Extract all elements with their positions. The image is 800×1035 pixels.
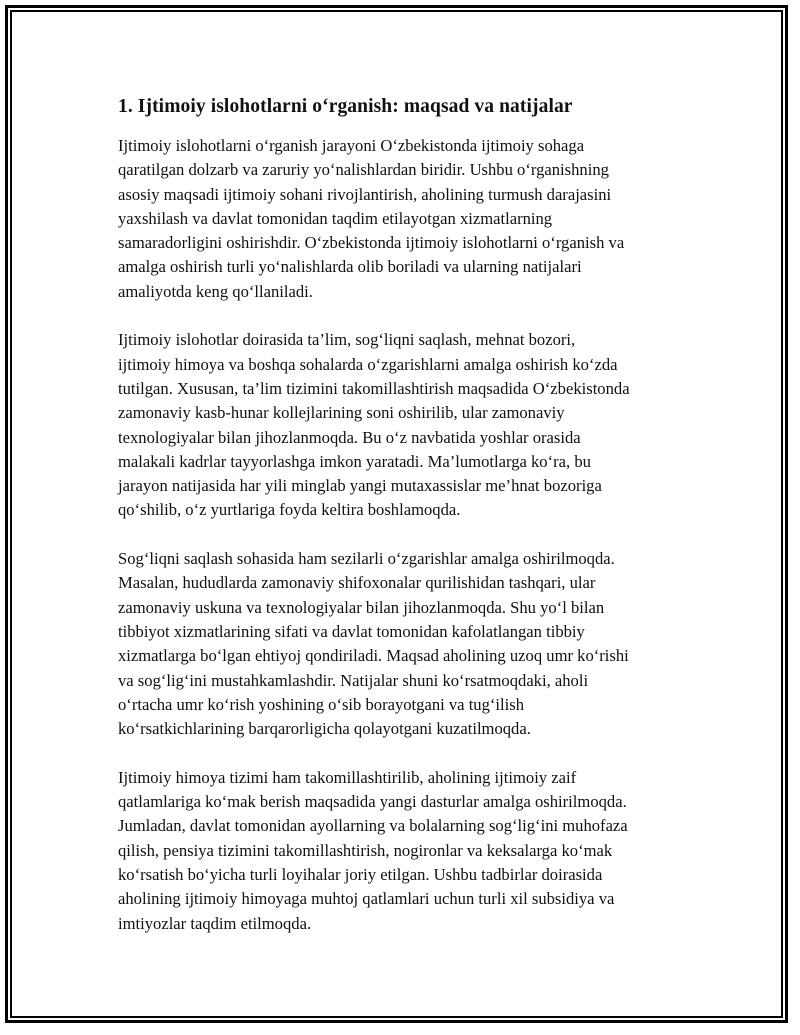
paragraph-line: imtiyozlar taqdim etilmoqda.: [118, 913, 312, 933]
paragraph-line: ko‘rsatish bo‘yicha turli loyihalar joriy etilgan. Ushbu tadbirlar doirasida: [118, 864, 603, 884]
section-heading: 1. Ijtimoiy islohotlarni o‘rganish: maqsad va natijalar: [118, 96, 573, 117]
paragraph-line: texnologiyalar bilan jihozlanmoqda. Bu o‘z navbatida yoshlar orasida: [118, 427, 581, 447]
paragraph-line: qilish, pensiya tizimini takomillashtirish, nogironlar va keksalarga ko‘mak: [118, 840, 613, 860]
paragraph-line: qo‘shilib, o‘z yurtlariga foyda keltira boshlamoqda.: [118, 500, 461, 520]
paragraph-4: [118, 766, 698, 936]
paragraph-line: Sog‘liqni saqlash sohasida ham sezilarli o‘zgarishlar amalga oshirilmoqda.: [118, 549, 615, 569]
paragraph-line: qatlamlariga ko‘mak berish maqsadida yangi dasturlar amalga oshirilmoqda.: [118, 792, 627, 812]
paragraph-line: qaratilgan dolzarb va zaruriy yo‘nalishlardan biridir. Ushbu o‘rganishning: [118, 160, 609, 180]
paragraph-line: aholining ijtimoiy himoyaga muhtoj qatlamlari uchun turli xil subsidiya va: [118, 889, 615, 909]
paragraph-line: tutilgan. Xususan, ta’lim tizimini takomillashtirish maqsadida O‘zbekistonda: [118, 378, 630, 398]
paragraph-line: zamonaviy uskuna va texnologiyalar bilan jihozlanmoqda. Shu yo‘l bilan: [118, 597, 605, 617]
paragraph-line: o‘rtacha umr ko‘rish yoshining o‘sib borayotgani va tug‘ilish: [118, 694, 525, 714]
paragraph-line: malakali kadrlar tayyorlashga imkon yaratadi. Ma’lumotlarga ko‘ra, bu: [118, 451, 591, 471]
paragraph-2: [118, 328, 698, 522]
paragraph-line: Ijtimoiy islohotlar doirasida ta’lim, sog‘liqni saqlash, mehnat bozori,: [118, 330, 576, 350]
paragraph-line: va sog‘lig‘ini mustahkamlashdir. Natijalar shuni ko‘rsatmoqdaki, aholi: [118, 670, 589, 690]
paragraph-line: amalga oshirish turli yo‘nalishlarda olib boriladi va ularning natijalari: [118, 257, 582, 277]
paragraph-line: zamonaviy kasb-hunar kollejlarining soni oshirilib, ular zamonaviy: [118, 403, 565, 423]
document-body: [118, 94, 698, 960]
paragraph-line: tibbiyot xizmatlarining sifati va davlat tomonidan kafolatlangan tibbiy: [118, 621, 585, 641]
paragraph-line: amaliyotda keng qo‘llaniladi.: [118, 281, 313, 301]
paragraph-line: samaradorligini oshirishdir. O‘zbekistonda ijtimoiy islohotlarni o‘rganish va: [118, 233, 625, 253]
paragraph-1: [118, 134, 698, 304]
paragraph-line: Ijtimoiy himoya tizimi ham takomillashtirilib, aholining ijtimoiy zaif: [118, 767, 577, 787]
paragraph-line: xizmatlarga bo‘lgan ehtiyoj qondiriladi. Maqsad aholining uzoq umr ko‘rishi: [118, 646, 629, 666]
paragraph-line: asosiy maqsadi ijtimoiy sohani rivojlantirish, aholining turmush darajasini: [118, 184, 612, 204]
paragraph-line: yaxshilash va davlat tomonidan taqdim etilayotgan xizmatlarning: [118, 208, 553, 228]
paragraph-line: Jumladan, davlat tomonidan ayollarning va bolalarning sog‘lig‘ini muhofaza: [118, 816, 628, 836]
paragraph-line: jarayon natijasida har yili minglab yangi mutaxassislar me’hnat bozoriga: [118, 476, 602, 496]
paragraph-line: Masalan, hududlarda zamonaviy shifoxonalar qurilishidan tashqari, ular: [118, 573, 596, 593]
paragraph-line: ko‘rsatkichlarining barqarorligicha qolayotgani kuzatilmoqda.: [118, 719, 531, 739]
paragraph-3: [118, 547, 698, 741]
paragraph-line: ijtimoiy himoya va boshqa sohalarda o‘zgarishlarni amalga oshirish ko‘zda: [118, 354, 618, 374]
paragraph-line: Ijtimoiy islohotlarni o‘rganish jarayoni O‘zbekistonda ijtimoiy sohaga: [118, 136, 585, 155]
